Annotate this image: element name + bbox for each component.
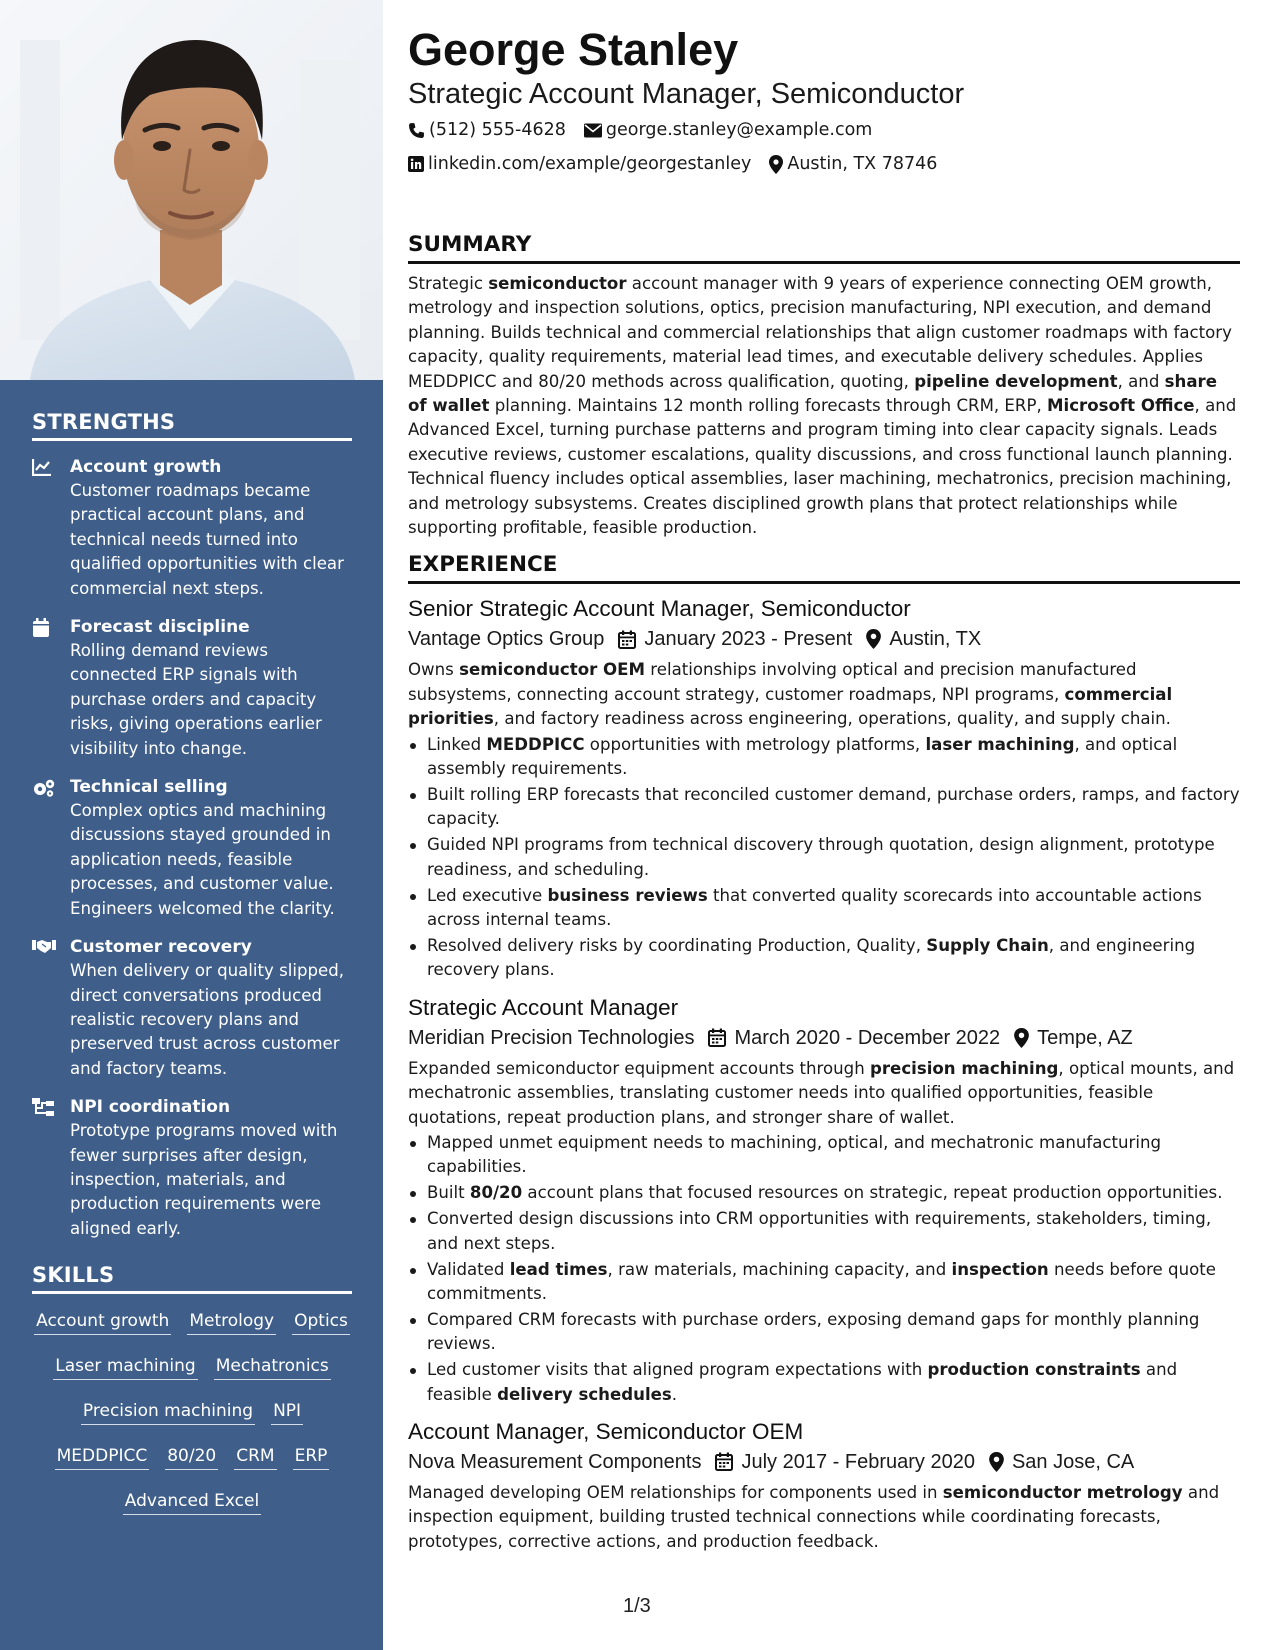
job-description: Expanded semiconductor equipment accounts through precision machining, optical mounts, and mechatronic assemblies, translating customer needs into qualified opportunities, feasible quotations, repeat production plans, and stronger share of wallet. <box>408 1058 1235 1127</box>
bullet-item: Linked MEDDPICC opportunities with metrology platforms, laser machining, and optical assembly requirements. <box>408 733 1240 782</box>
bold-keyword: lead times <box>509 1259 608 1279</box>
job-bullets <box>408 733 1240 983</box>
phone-icon <box>408 122 425 139</box>
bullet-item: Resolved delivery risks by coordinating Production, Quality, Supply Chain, and engineering recovery plans. <box>408 934 1240 983</box>
job-title: Senior Strategic Account Manager, Semiconductor <box>408 596 911 622</box>
map-pin-icon <box>866 629 881 649</box>
linkedin-contact[interactable] <box>408 148 751 180</box>
page-number: 1/3 <box>623 1595 651 1617</box>
summary-text: Strategic semiconductor account manager with 9 years of experience connecting OEM growth, metrology and inspection solutions, optics, precision manufacturing, NPI execution, and demand planning. Builds technical and commercial relationships that align customer roadmaps with factory capacity, quality requirements, material lead times, and executable delivery schedules. Applies MEDDPICC and 80/20 methods across qualification, quoting, pipeline development, and share of wallet planning. Maintains 12 month rolling forecasts through CRM, ERP, Microsoft Office, and Advanced Excel, turning purchase patterns and program timing into clear capacity signals. Leads executive reviews, customer escalations, quality discussions, and cross functional launch planning. Technical fluency includes optical assemblies, laser machining, mechatronics, precision machining, and metrology subsystems. Creates disciplined growth plans that protect relationships while supporting profitable, feasible production. <box>408 274 1237 538</box>
job-meta <box>408 1447 1240 1477</box>
skill-row <box>32 1443 352 1488</box>
location-contact <box>769 148 937 180</box>
bullet-item: Mapped unmet equipment needs to machining, optical, and mechatronic manufacturing capabilities. <box>408 1131 1240 1180</box>
skill-row <box>32 1398 352 1443</box>
bold-keyword: business reviews <box>547 885 708 905</box>
bold-keyword: precision machining <box>870 1058 1059 1078</box>
skill-row <box>32 1353 352 1398</box>
summary-heading: SUMMARY <box>408 232 1240 264</box>
skill-tag: CRM <box>234 1443 276 1470</box>
sitemap-icon <box>32 1095 70 1241</box>
skills-heading: SKILLS <box>32 1263 352 1294</box>
job-company: Meridian Precision Technologies <box>408 1026 695 1049</box>
bold-keyword: commercial priorities <box>408 684 1173 729</box>
linkedin-icon <box>408 156 424 172</box>
strength-title: Account growth <box>70 457 222 477</box>
job-title: Account Manager, Semiconductor OEM <box>408 1418 804 1444</box>
skill-row <box>32 1308 352 1353</box>
portrait-image <box>0 0 383 380</box>
chart-line-icon <box>32 455 70 601</box>
calendar-icon <box>32 615 70 761</box>
job-meta <box>408 624 1240 654</box>
skill-tag: Laser machining <box>53 1353 197 1380</box>
job-company: Nova Measurement Components <box>408 1450 702 1473</box>
strength-item <box>32 615 352 761</box>
envelope-icon <box>584 123 602 138</box>
sidebar <box>0 0 383 1650</box>
email-text: george.stanley@example.com <box>605 120 873 140</box>
strength-text: Rolling demand reviews connected ERP signals with purchase orders and capacity risks, giving operations earlier visibility into change. <box>70 641 322 758</box>
bold-keyword: pipeline development <box>914 371 1118 391</box>
bullet-item: Led executive business reviews that converted quality scorecards into accountable actions across internal teams. <box>408 884 1240 933</box>
strength-text: When delivery or quality slipped, direct conversations produced realistic recovery plans and preserved trust across customer and factory teams. <box>70 961 345 1078</box>
job-description: Owns semiconductor OEM relationships involving optical and precision manufactured subsystems, connecting account strategy, customer roadmaps, NPI programs, commercial priorities, and factory readiness across engineering, operations, quality, and supply chain. <box>408 660 1173 729</box>
bullet-item: Built rolling ERP forecasts that reconciled customer demand, purchase orders, ramps, and factory capacity. <box>408 783 1240 832</box>
main-content <box>408 24 1240 1554</box>
strength-item <box>32 455 352 601</box>
bullet-item: Built 80/20 account plans that focused resources on strategic, repeat production opportunities. <box>408 1181 1240 1205</box>
strength-title: Forecast discipline <box>70 617 250 638</box>
bold-keyword: inspection <box>951 1259 1049 1279</box>
skills-list <box>32 1308 352 1533</box>
job-company: Vantage Optics Group <box>408 628 605 651</box>
bold-keyword: laser machining <box>925 734 1075 754</box>
contact-row <box>408 148 1240 180</box>
job-title: Strategic Account Manager <box>408 994 679 1020</box>
email-contact[interactable] <box>584 114 872 146</box>
experience-list <box>408 594 1240 1554</box>
strength-text: Prototype programs moved with fewer surprises after design, inspection, materials, and production requirements were aligned early. <box>70 1121 338 1238</box>
job-location: Austin, TX <box>889 628 982 651</box>
job-dates: March 2020 - December 2022 <box>734 1026 1001 1049</box>
bullet-item: Guided NPI programs from technical discovery through quotation, design alignment, prototype readiness, and scheduling. <box>408 833 1240 882</box>
profile-photo <box>0 0 383 380</box>
phone-contact[interactable] <box>408 114 566 146</box>
map-pin-icon <box>769 155 783 174</box>
calendar-icon <box>618 630 636 649</box>
job-description: Managed developing OEM relationships for components used in semiconductor metrology and inspection equipment, building trusted technical connections while coordinating forecasts, prototypes, corrective actions, and production feedback. <box>408 1482 1220 1551</box>
bold-keyword: 80/20 <box>469 1183 523 1203</box>
skill-tag: ERP <box>293 1443 330 1470</box>
job-entry <box>408 1417 1240 1554</box>
bold-keyword: Supply Chain <box>926 935 1049 955</box>
bullet-item: Compared CRM forecasts with purchase orders, exposing demand gaps for monthly planning reviews. <box>408 1308 1240 1357</box>
handshake-icon <box>32 935 70 1081</box>
job-entry <box>408 993 1240 1407</box>
bold-keyword: Microsoft Office <box>1047 396 1195 416</box>
calendar-icon <box>708 1028 726 1047</box>
job-location: San Jose, CA <box>1011 1450 1135 1473</box>
skill-tag: Precision machining <box>81 1398 255 1425</box>
skill-row <box>32 1488 352 1533</box>
strengths-heading: STRENGTHS <box>32 410 352 441</box>
job-entry <box>408 594 1240 982</box>
strength-item <box>32 1095 352 1241</box>
experience-heading: EXPERIENCE <box>408 552 1240 584</box>
phone-text: (512) 555-4628 <box>429 120 566 140</box>
bold-keyword: delivery schedules <box>497 1384 672 1404</box>
skill-tag: Advanced Excel <box>123 1488 261 1515</box>
strength-title: NPI coordination <box>70 1097 231 1118</box>
gears-icon <box>32 775 70 921</box>
strength-title: Technical selling <box>70 777 228 798</box>
skill-tag: Mechatronics <box>214 1353 331 1380</box>
job-bullets <box>408 1131 1240 1407</box>
bold-keyword: share of wallet <box>408 371 1217 416</box>
contact-row <box>408 114 1240 146</box>
bold-keyword: semiconductor OEM <box>459 660 646 680</box>
job-meta <box>408 1023 1240 1053</box>
skill-tag: NPI <box>271 1398 303 1425</box>
map-pin-icon <box>1014 1028 1029 1048</box>
strength-text: Customer roadmaps became practical account plans, and technical needs turned into qualified opportunities with clear commercial next steps. <box>70 481 344 598</box>
sidebar-content <box>32 410 352 1533</box>
bullet-item: Led customer visits that aligned program expectations with production constraints and feasible delivery schedules. <box>408 1358 1240 1407</box>
strength-text: Complex optics and machining discussions stayed grounded in application needs, feasible processes, and customer value. Engineers welcomed the clarity. <box>70 801 335 918</box>
candidate-role: Strategic Account Manager, Semiconductor <box>408 78 965 110</box>
location-text: Austin, TX 78746 <box>787 154 938 174</box>
bullet-item: Converted design discussions into CRM opportunities with requirements, stakeholders, timing, and next steps. <box>408 1207 1240 1256</box>
job-location: Tempe, AZ <box>1037 1026 1133 1049</box>
bullet-item: Validated lead times, raw materials, machining capacity, and inspection needs before quote commitments. <box>408 1258 1240 1307</box>
bold-keyword: production constraints <box>927 1360 1141 1380</box>
strength-title: Customer recovery <box>70 937 252 958</box>
bold-keyword: semiconductor metrology <box>942 1482 1183 1502</box>
skill-tag: Metrology <box>187 1308 276 1335</box>
job-dates: July 2017 - February 2020 <box>741 1450 975 1473</box>
candidate-name: George Stanley <box>408 24 739 75</box>
map-pin-icon <box>989 1452 1004 1472</box>
skill-tag: MEDDPICC <box>55 1443 150 1470</box>
job-dates: January 2023 - Present <box>644 628 853 651</box>
skill-tag: 80/20 <box>165 1443 218 1470</box>
skill-tag: Account growth <box>34 1308 171 1335</box>
skill-tag: Optics <box>292 1308 350 1335</box>
bold-keyword: semiconductor <box>488 274 627 293</box>
strength-item <box>32 775 352 921</box>
bold-keyword: MEDDPICC <box>486 734 585 754</box>
strength-item <box>32 935 352 1081</box>
calendar-icon <box>715 1452 733 1471</box>
linkedin-text: linkedin.com/example/georgestanley <box>428 154 752 174</box>
